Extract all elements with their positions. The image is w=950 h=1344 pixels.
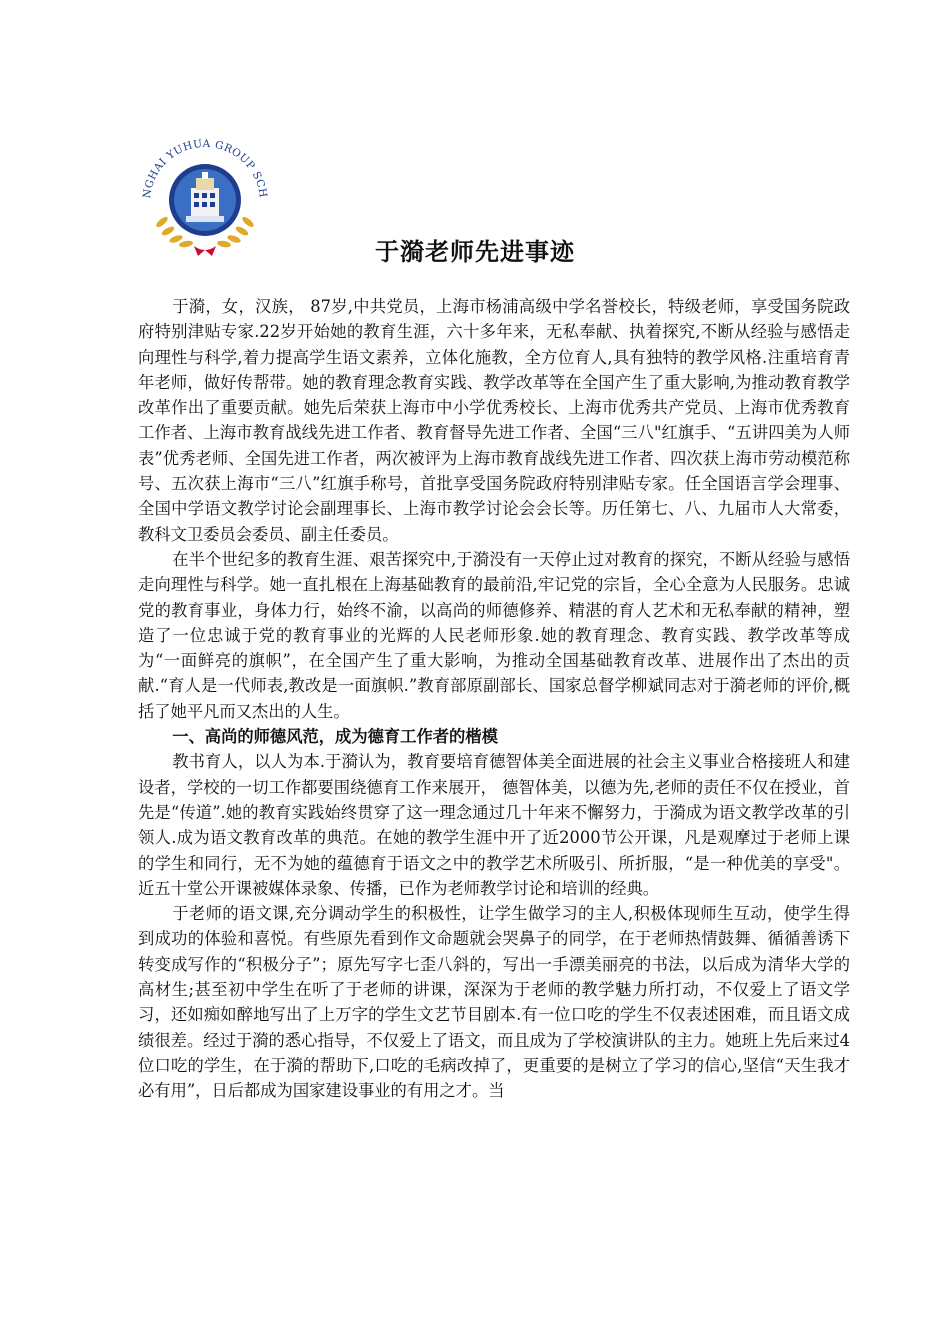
page-title: 于漪老师先进事迹: [375, 238, 575, 266]
paragraph: 教书育人，以人为本.于漪认为，教育要培育德智体美全面进展的社会主义事业合格接班人和建设者，学校的一切工作都要围绕德育工作来展开， 德智体美，以德为先,老师的责任不仅在授业，首先是“传道”.她的教育实践始终贯穿了这一理念通过几十年来不懈努力，于漪成为语文教学改革的引领人.成为语文教育改革的典范。在她的教学生涯中开了近2000节公开课，凡是观摩过于老师上课的学生和同行，无不为她的蕴德育于语文之中的教学艺术所吸引、所折服，“是一种优美的享受"。近五十堂公开课被媒体录象、传播，已作为老师教学讨论和培训的经典。: [138, 752, 850, 898]
paragraph: 于老师的语文课,充分调动学生的积极性，让学生做学习的主人,积极体现师生互动，使学生得到成功的体验和喜悦。有些原先看到作文命题就会哭鼻子的同学，在于老师热情鼓舞、循循善诱下转变成写作的“积极分子”；原先写字七歪八斜的，写出一手漂美丽亮的书法，以后成为清华大学的高材生;甚至初中学生在听了于老师的讲课，深深为于老师的教学魅力所打动，不仅爱上了语文学习，还如痴如醉地写出了上万字的学生文艺节目剧本.有一位口吃的学生不仅表述困难，而且语文成绩很差。经过于漪的悉心指导，不仅爱上了语文，而且成为了学校演讲队的主力。她班上先后来过4位口吃的学生，在于漪的帮助下,口吃的毛病改掉了，更重要的是树立了学习的信心,坚信“天生我才必有用”，日后都成为国家建设事业的有用之才。当: [138, 904, 850, 1101]
logo-arc-text: NGHAI YUHUA GROUP SCH: [140, 137, 269, 200]
article-body: [138, 294, 850, 1104]
section-heading: 一、高尚的师德风范，成为德育工作者的楷模: [172, 727, 498, 747]
paragraph: 在半个世纪多的教育生涯、艰苦探究中,于漪没有一天停止过对教育的探究，不断从经验与感悟走向理性与科学。她一直扎根在上海基础教育的最前沿,牢记党的宗旨，全心全意为人民服务。忠诚党的教育事业，身体力行，始终不渝，以高尚的师德修养、精湛的育人艺术和无私奉献的精神，塑造了一位忠诚于党的教育事业的光辉的人民老师形象.她的教育理念、教育实践、教学改革等成为“一面鲜亮的旗帜”，在全国产生了重大影响，为推动全国基础教育改革、进展作出了杰出的贡献.“育人是一代师表,教改是一面旗帜.”教育部原副部长、国家总督学柳斌同志对于漪老师的评价,概括了她平凡而又杰出的人生。: [138, 549, 850, 721]
paragraph: 于漪，女，汉族， 87岁,中共党员，上海市杨浦高级中学名誉校长，特级老师，享受国务院政府特别津贴专家.22岁开始她的教育生涯，六十多年来，无私奉献、执着探究,不断从经验与感悟走向理性与科学,着力提高学生语文素养，立体化施教，全方位育人,具有独特的教学风格.注重培育青年老师，做好传帮带。她的教育理念教育实践、教学改革等在全国产生了重大影响,为推动教育教学改革作出了重要贡献。她先后荣获上海市中小学优秀校长、上海市优秀共产党员、上海市优秀教育工作者、上海市教育战线先进工作者、教育督导先进工作者、全国“三八"红旗手、“五讲四美为人师表”优秀老师、全国先进工作者，两次被评为上海市教育战线先进工作者、四次获上海市劳动模范称号、五次获上海市“三八”红旗手称号，首批享受国务院政府特别津贴专家。任全国语言学会理事、全国中学语文教学讨论会副理事长、上海市教学讨论会会长等。历任第七、八、九届市人大常委，教科文卫委员会委员、副主任委员。: [138, 297, 850, 544]
